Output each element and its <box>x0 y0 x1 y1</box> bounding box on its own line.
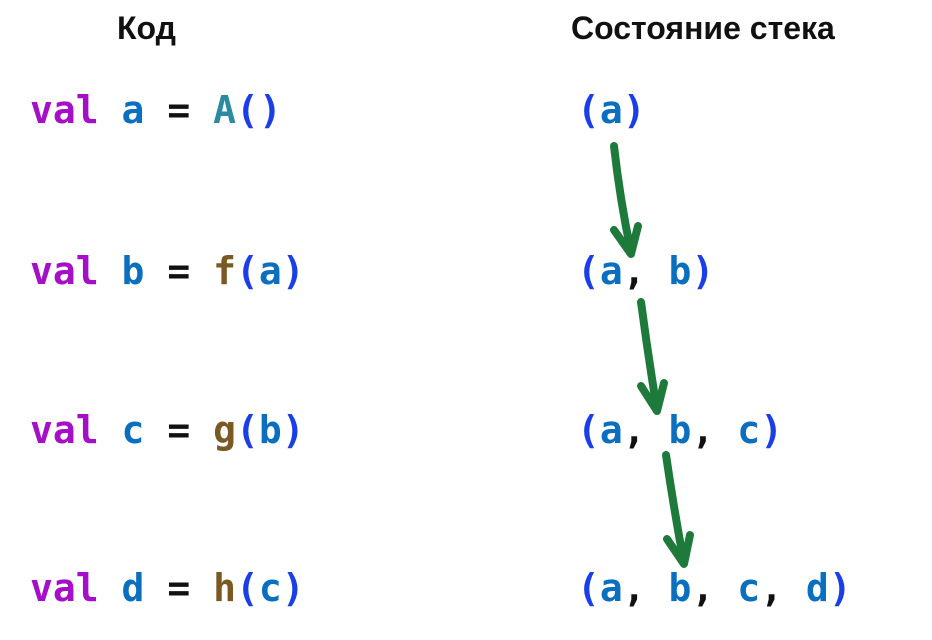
code-line-a <box>30 88 282 132</box>
open-paren: ( <box>235 249 259 293</box>
stack-item: b <box>668 566 692 610</box>
callee-name: g <box>213 408 236 452</box>
stack-close-paren: ) <box>828 566 852 610</box>
close-paren: ) <box>281 249 305 293</box>
stack-state-2 <box>577 249 714 293</box>
stack-item: a <box>599 566 623 610</box>
open-paren: ( <box>235 566 259 610</box>
variable-name: b <box>121 249 145 293</box>
stack-comma: , <box>760 566 806 610</box>
keyword-val: val <box>30 408 99 452</box>
variable-name: d <box>121 566 145 610</box>
stack-comma: , <box>691 566 738 610</box>
assign-operator: = <box>167 566 191 610</box>
keyword-val: val <box>30 566 99 610</box>
variable-name: c <box>121 408 145 452</box>
stack-open-paren: ( <box>577 566 600 610</box>
close-paren: ) <box>258 88 282 132</box>
assign-operator: = <box>167 408 191 452</box>
arrow-down-icon <box>666 455 690 564</box>
stack-state-3 <box>577 408 783 452</box>
variable-name: a <box>121 88 145 132</box>
close-paren: ) <box>281 566 305 610</box>
stack-close-paren: ) <box>691 249 715 293</box>
callee-name: f <box>213 249 236 293</box>
stack-open-paren: ( <box>577 408 600 452</box>
keyword-val: val <box>30 249 99 293</box>
stack-open-paren: ( <box>577 88 600 132</box>
code-column-header: Код <box>117 10 176 46</box>
stack-item: c <box>737 408 761 452</box>
keyword-val: val <box>30 88 99 132</box>
code-line-c <box>30 408 305 452</box>
stack-state-1 <box>577 88 646 132</box>
callee-name: h <box>213 566 236 610</box>
stack-comma: , <box>622 408 669 452</box>
arrow-down-icon <box>641 302 664 411</box>
stack-item: d <box>805 566 829 610</box>
stack-close-paren: ) <box>760 408 783 452</box>
stack-open-paren: ( <box>577 249 600 293</box>
code-line-b <box>30 249 305 293</box>
stack-item: a <box>599 249 623 293</box>
assign-operator: = <box>167 249 191 293</box>
stack-item: c <box>737 566 761 610</box>
stack-item: a <box>599 408 623 452</box>
stack-item: a <box>599 88 623 132</box>
call-argument: c <box>258 566 282 610</box>
stack-state-4 <box>577 566 852 610</box>
call-argument: b <box>258 408 282 452</box>
callee-name: A <box>213 88 236 132</box>
stack-comma: , <box>691 408 738 452</box>
call-argument: a <box>258 249 282 293</box>
close-paren: ) <box>281 408 305 452</box>
stack-item: b <box>668 249 692 293</box>
stack-comma: , <box>622 566 669 610</box>
open-paren: ( <box>235 88 259 132</box>
stack-comma: , <box>622 249 669 293</box>
arrow-down-icon <box>614 146 638 254</box>
code-line-d <box>30 566 305 610</box>
stack-column-header: Состояние стека <box>571 10 835 46</box>
stack-item: b <box>668 408 692 452</box>
assign-operator: = <box>167 88 191 132</box>
open-paren: ( <box>235 408 259 452</box>
stack-close-paren: ) <box>622 88 646 132</box>
